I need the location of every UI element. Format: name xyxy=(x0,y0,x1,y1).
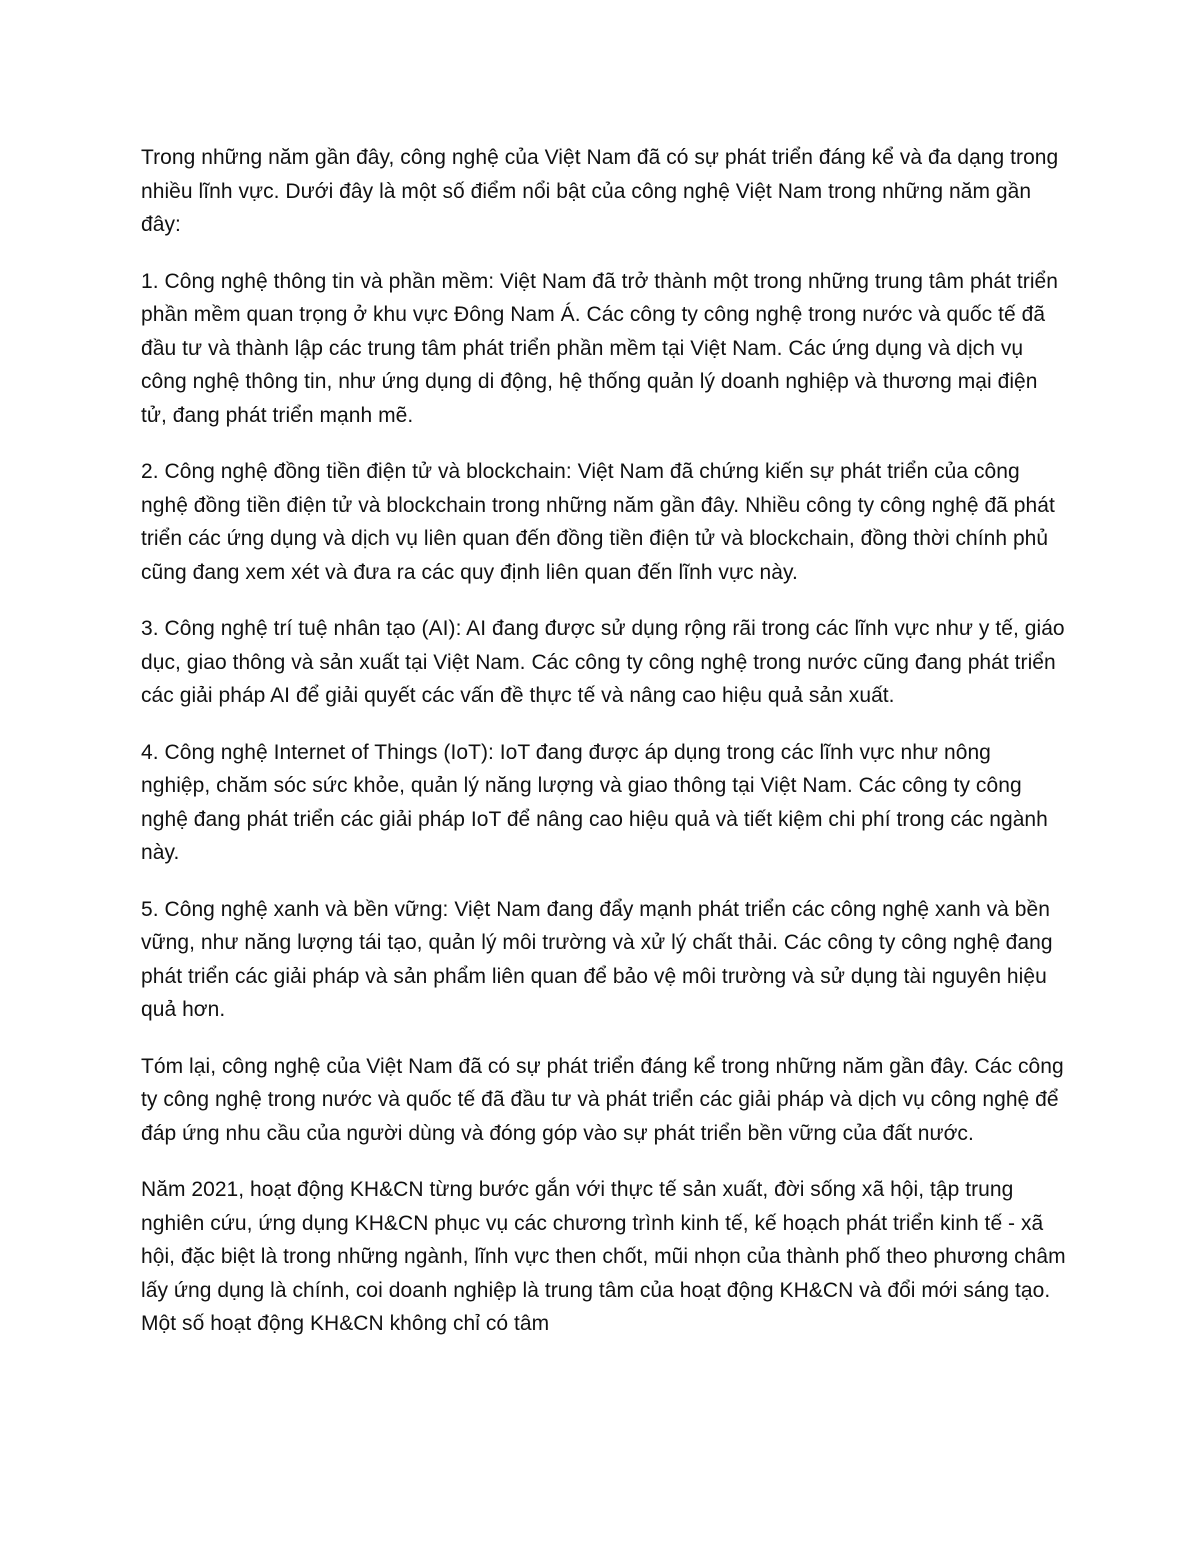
document-body xyxy=(141,141,1066,1364)
summary-paragraph: Tóm lại, công nghệ của Việt Nam đã có sự phát triển đáng kể trong những năm gần đây. Các công ty công nghệ trong nước và quốc tế đã đầu tư và phát triển các giải pháp và dịch vụ công nghệ để đáp ứng nhu cầu của người dùng và đóng góp vào sự phát triển bền vững của đất nước. xyxy=(141,1054,1064,1145)
item-2-paragraph: 2. Công nghệ đồng tiền điện tử và blockchain: Việt Nam đã chứng kiến sự phát triển của công nghệ đồng tiền điện tử và blockchain trong những năm gần đây. Nhiều công ty công nghệ đã phát triển các ứng dụng và dịch vụ liên quan đến đồng tiền điện tử và blockchain, đồng thời chính phủ cũng đang xem xét và đưa ra các quy định liên quan đến lĩnh vực này. xyxy=(141,460,1055,584)
year-2021-paragraph: Năm 2021, hoạt động KH&CN từng bước gắn với thực tế sản xuất, đời sống xã hội, tập trung nghiên cứu, ứng dụng KH&CN phục vụ các chương trình kinh tế, kế hoạch phát triển kinh tế - xã hội, đặc biệt là trong những ngành, lĩnh vực then chốt, mũi nhọn của thành phố theo phương châm lấy ứng dụng là chính, coi doanh nghiệp là trung tâm của hoạt động KH&CN và đổi mới sáng tạo. Một số hoạt động KH&CN không chỉ có tâm xyxy=(141,1178,1066,1335)
item-4-paragraph: 4. Công nghệ Internet of Things (IoT): IoT đang được áp dụng trong các lĩnh vực như nông nghiệp, chăm sóc sức khỏe, quản lý năng lượng và giao thông tại Việt Nam. Các công ty công nghệ đang phát triển các giải pháp IoT để nâng cao hiệu quả và tiết kiệm chi phí trong các ngành này. xyxy=(141,740,1048,864)
item-1-paragraph: 1. Công nghệ thông tin và phần mềm: Việt Nam đã trở thành một trong những trung tâm phát triển phần mềm quan trọng ở khu vực Đông Nam Á. Các công ty công nghệ trong nước và quốc tế đã đầu tư và thành lập các trung tâm phát triển phần mềm tại Việt Nam. Các ứng dụng và dịch vụ công nghệ thông tin, như ứng dụng di động, hệ thống quản lý doanh nghiệp và thương mại điện tử, đang phát triển mạnh mẽ. xyxy=(141,269,1059,427)
item-3-paragraph: 3. Công nghệ trí tuệ nhân tạo (AI): AI đang được sử dụng rộng rãi trong các lĩnh vực như y tế, giáo dục, giao thông và sản xuất tại Việt Nam. Các công ty công nghệ trong nước cũng đang phát triển các giải pháp AI để giải quyết các vấn đề thực tế và nâng cao hiệu quả sản xuất. xyxy=(141,617,1065,707)
intro-paragraph: Trong những năm gần đây, công nghệ của Việt Nam đã có sự phát triển đáng kể và đa dạng trong nhiều lĩnh vực. Dưới đây là một số điểm nổi bật của công nghệ Việt Nam trong những năm gần đây: xyxy=(141,146,1059,236)
item-5-paragraph: 5. Công nghệ xanh và bền vững: Việt Nam đang đẩy mạnh phát triển các công nghệ xanh và bền vững, như năng lượng tái tạo, quản lý môi trường và xử lý chất thải. Các công ty công nghệ đang phát triển các giải pháp và sản phẩm liên quan để bảo vệ môi trường và sử dụng tài nguyên hiệu quả hơn. xyxy=(141,897,1053,1021)
